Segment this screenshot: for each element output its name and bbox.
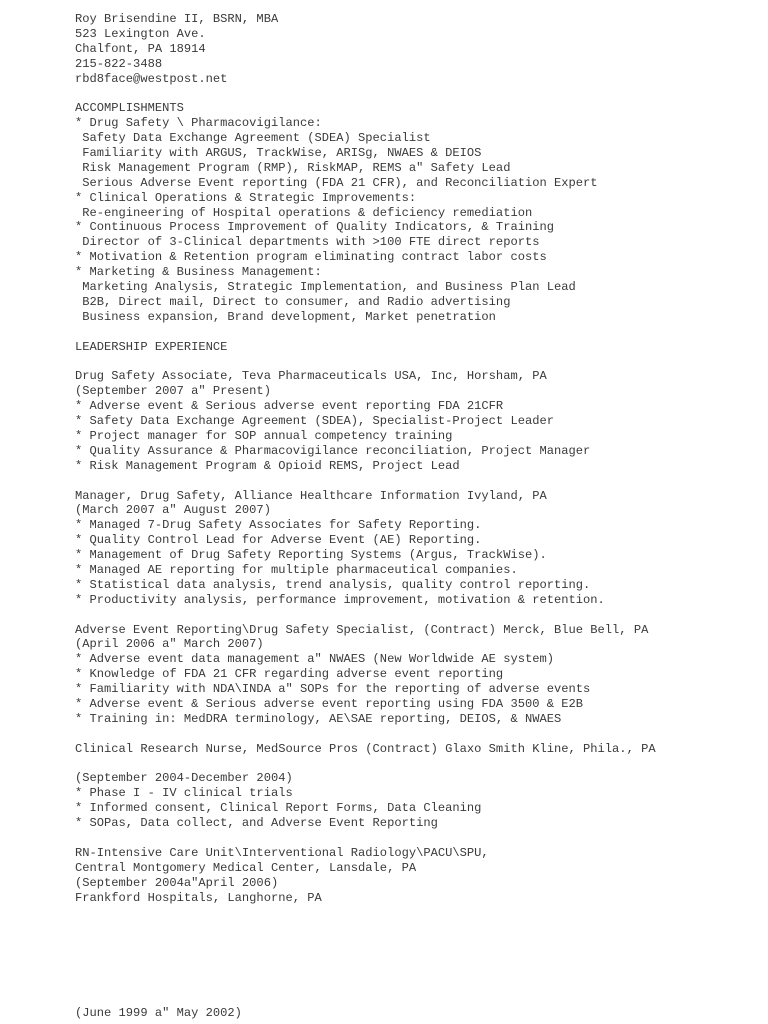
job-dates: (September 2004-December 2004) — [75, 771, 293, 786]
job-bullet: * Training in: MedDRA terminology, AE\SAE reporting, DEIOS, & NWAES — [75, 711, 562, 726]
job-bullet: * Knowledge of FDA 21 CFR regarding adverse event reporting — [75, 667, 504, 682]
leadership-heading: LEADERSHIP EXPERIENCE — [75, 339, 228, 354]
job-title: Drug Safety Associate, Teva Pharmaceuticals USA, Inc, Horsham, PA — [75, 369, 547, 384]
accomplishment-line: Business expansion, Brand development, Market penetration — [75, 309, 496, 324]
contact-city: Chalfont, PA 18914 — [75, 41, 206, 56]
job-title: Manager, Drug Safety, Alliance Healthcare Information Ivyland, PA — [75, 488, 547, 503]
job-bullet: * Risk Management Program & Opioid REMS, Project Lead — [75, 458, 460, 473]
job-bullet: * Informed consent, Clinical Report Forms, Data Cleaning — [75, 801, 482, 816]
job-bullet: * Adverse event & Serious adverse event reporting FDA 21CFR — [75, 399, 504, 414]
job-bullet: * Phase I - IV clinical trials — [75, 786, 293, 801]
job-bullet: * Managed 7-Drug Safety Associates for Safety Reporting. — [75, 518, 482, 533]
accomplishment-line: Re-engineering of Hospital operations & deficiency remediation — [75, 205, 533, 220]
accomplishments-heading: ACCOMPLISHMENTS — [75, 101, 184, 116]
accomplishment-line: Serious Adverse Event reporting (FDA 21 CFR), and Reconciliation Expert — [75, 175, 598, 190]
job-bullet: * Adverse event & Serious adverse event reporting using FDA 3500 & E2B — [75, 696, 584, 711]
job-bullet: * SOPas, Data collect, and Adverse Event Reporting — [75, 816, 438, 831]
accomplishment-line: * Continuous Process Improvement of Quality Indicators, & Training — [75, 220, 554, 235]
accomplishment-line: * Marketing & Business Management: — [75, 265, 322, 280]
job-bullet: * Safety Data Exchange Agreement (SDEA), Specialist-Project Leader — [75, 414, 554, 429]
job-bullet: * Familiarity with NDA\INDA a" SOPs for the reporting of adverse events — [75, 682, 591, 697]
accomplishment-line: Marketing Analysis, Strategic Implementation, and Business Plan Lead — [75, 280, 576, 295]
job-dates: (March 2007 a" August 2007) — [75, 503, 271, 518]
accomplishment-line: Safety Data Exchange Agreement (SDEA) Specialist — [75, 131, 431, 146]
job-bullet: * Managed AE reporting for multiple pharmaceutical companies. — [75, 562, 518, 577]
job-employer: Central Montgomery Medical Center, Lansdale, PA — [75, 860, 417, 875]
job-title: Clinical Research Nurse, MedSource Pros (Contract) Glaxo Smith Kline, Phila., PA — [75, 741, 656, 756]
accomplishment-line: Director of 3-Clinical departments with >100 FTE direct reports — [75, 235, 540, 250]
accomplishment-line: Risk Management Program (RMP), RiskMAP, REMS a" Safety Lead — [75, 160, 511, 175]
contact-name: Roy Brisendine II, BSRN, MBA — [75, 12, 279, 26]
resume-page — [75, 12, 755, 905]
job-bullet: * Adverse event data management a" NWAES (New Worldwide AE system) — [75, 652, 554, 667]
job-bullet: * Statistical data analysis, trend analysis, quality control reporting. — [75, 577, 591, 592]
job-dates: (April 2006 a" March 2007) — [75, 637, 264, 652]
job-bullet: * Quality Control Lead for Adverse Event (AE) Reporting. — [75, 533, 482, 548]
job-title: Adverse Event Reporting\Drug Safety Specialist, (Contract) Merck, Blue Bell, PA — [75, 622, 649, 637]
job-dates: (September 2007 a" Present) — [75, 384, 271, 399]
accomplishment-line: Familiarity with ARGUS, TrackWise, ARISg, NWAES & DEIOS — [75, 146, 482, 161]
job-employer: Frankford Hospitals, Langhorne, PA — [75, 890, 322, 905]
job-dates-footer: (June 1999 a" May 2002) — [75, 1006, 242, 1020]
accomplishment-line: B2B, Direct mail, Direct to consumer, and Radio advertising — [75, 294, 511, 309]
job-bullet: * Management of Drug Safety Reporting Systems (Argus, TrackWise). — [75, 548, 547, 563]
job-bullet: * Project manager for SOP annual competency training — [75, 428, 453, 443]
accomplishment-line: * Motivation & Retention program eliminating contract labor costs — [75, 250, 547, 265]
contact-phone: 215-822-3488 — [75, 56, 163, 71]
contact-street: 523 Lexington Ave. — [75, 26, 206, 41]
accomplishment-line: * Clinical Operations & Strategic Improvements: — [75, 190, 417, 205]
job-title: RN-Intensive Care Unit\Interventional Radiology\PACU\SPU, — [75, 845, 489, 860]
job-bullet: * Quality Assurance & Pharmacovigilance reconciliation, Project Manager — [75, 443, 591, 458]
job-dates: (September 2004a"April 2006) — [75, 875, 279, 890]
accomplishment-line: * Drug Safety \ Pharmacovigilance: — [75, 116, 322, 131]
contact-email: rbd8face@westpost.net — [75, 71, 228, 86]
job-bullet: * Productivity analysis, performance improvement, motivation & retention. — [75, 592, 605, 607]
